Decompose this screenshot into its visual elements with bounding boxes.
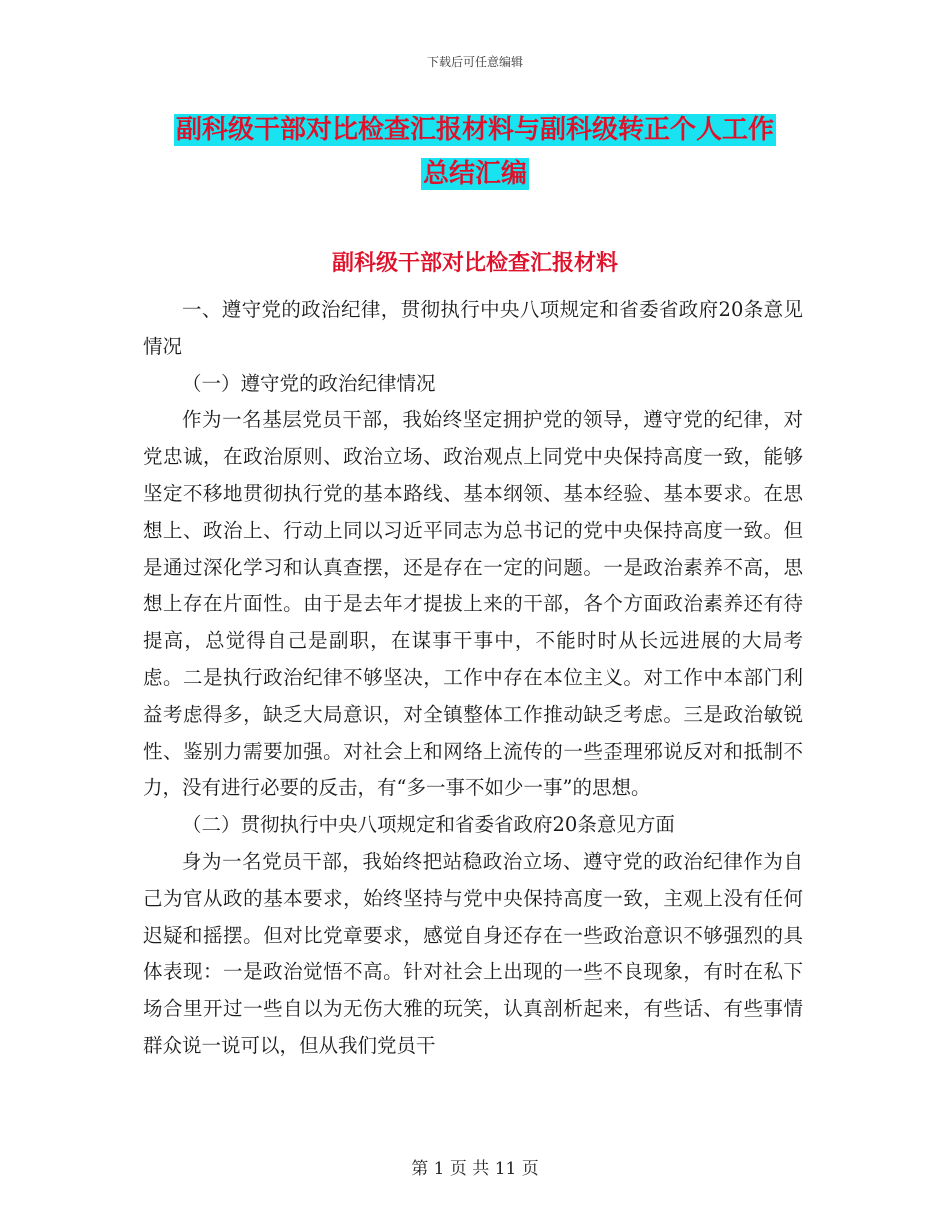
paragraph-4: （二）贯彻执行中央八项规定和省委省政府20条意见方面 xyxy=(182,813,675,837)
document-title xyxy=(0,108,950,196)
paragraph-1: 一、遵守党的政治纪律，贯彻执行中央八项规定和省委省政府20条意见情况 xyxy=(143,298,803,358)
section-title: 副科级干部对比检查汇报材料 xyxy=(331,251,618,276)
title-line-2: 总结汇编 xyxy=(422,159,527,189)
paragraph-2: （一）遵守党的政治纪律情况 xyxy=(182,371,436,395)
paragraph-3: 作为一名基层党员干部，我始终坚定拥护党的领导，遵守党的纪律，对党忠诚，在政治原则、政治立场、政治观点上同党中央保持高度一致，能够坚定不移地贯彻执行党的基本路线、基本纲领、基本经验、基本要求。在思想上、政治上、行动上同以习近平同志为总书记的党中央保持高度一致。但是通过深化学习和认真查摆，还是存在一定的问题。一是政治素养不高，思想上存在片面性。由于是去年才提拔上来的干部，各个方面政治素养还有待提高，总觉得自己是副职，在谋事干事中，不能时时从长远进展的大局考虑。二是执行政治纪律不够坚决，工作中存在本位主义。对工作中本部门利益考虑得多，缺乏大局意识，对全镇整体工作推动缺乏考虑。三是政治敏锐性、鉴别力需要加强。对社会上和网络上流传的一些歪理邪说反对和抵制不力，没有进行必要的反击，有“多一事不如少一事”的思想。 xyxy=(143,408,803,800)
page-footer: 第 1 页 共 11 页 xyxy=(411,1159,539,1179)
paragraph-5: 身为一名党员干部，我始终把站稳政治立场、遵守党的政治纪律作为自己为官从政的基本要求，始终坚持与党中央保持高度一致，主观上没有任何迟疑和摇摆。但对比党章要求，感觉自身还存在一些政治意识不够强烈的具体表现：一是政治觉悟不高。针对社会上出现的一些不良现象，有时在私下场合里开过一些自以为无伤大雅的玩笑，认真剖析起来，有些话、有些事情群众说一说可以，但从我们党员干 xyxy=(143,849,803,1057)
document-body xyxy=(143,292,803,1065)
title-line-1: 副科级干部对比检查汇报材料与副科级转正个人工作 xyxy=(175,115,774,145)
page-header: 下载后可任意编辑 xyxy=(426,55,523,69)
